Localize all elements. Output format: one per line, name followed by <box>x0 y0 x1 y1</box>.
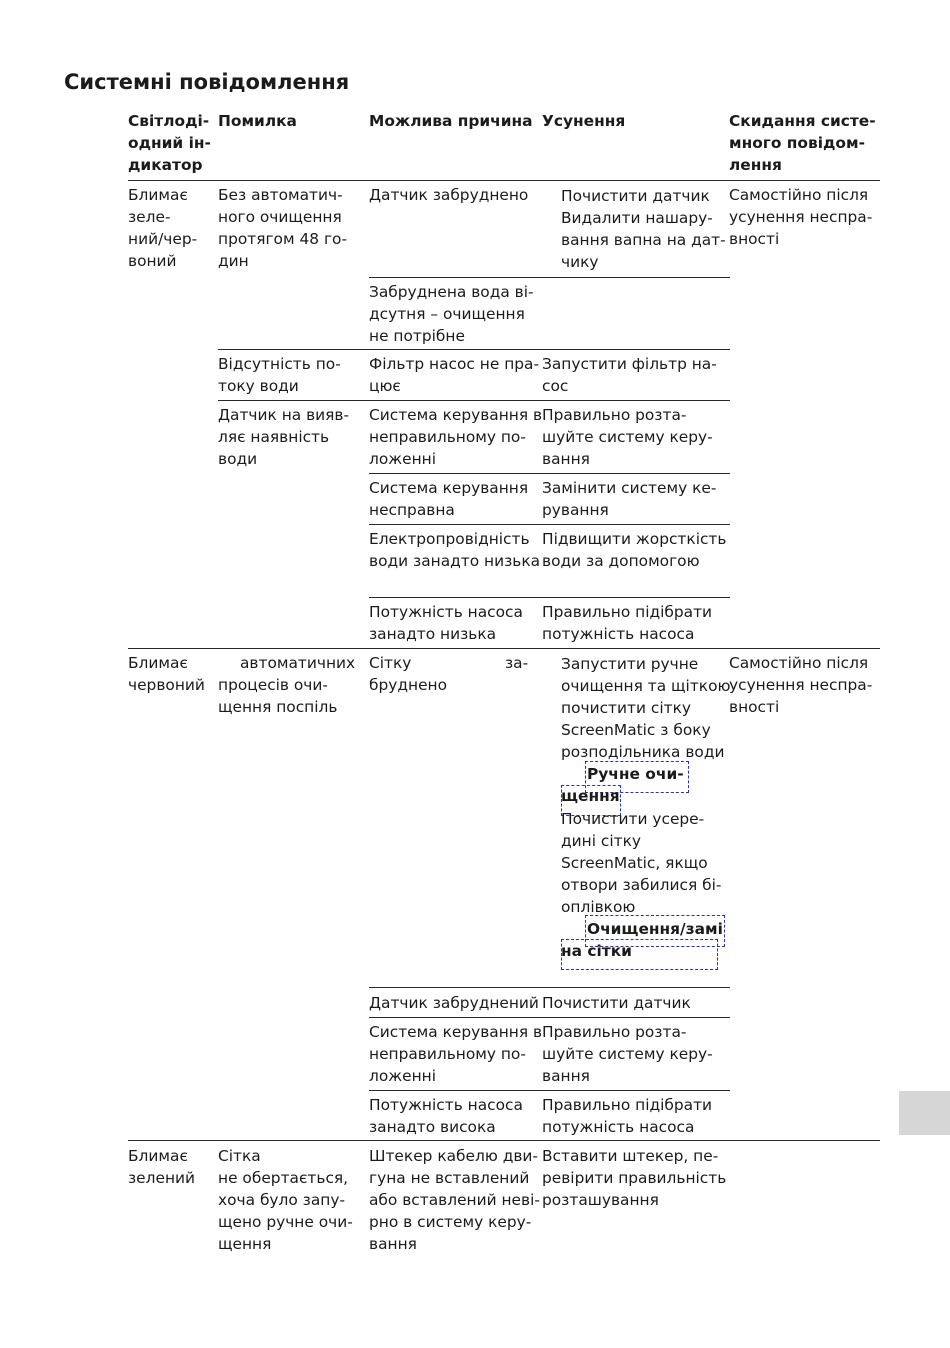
cause4a-word2: за- <box>505 654 529 672</box>
cause5-line3: або вставлений неві- <box>369 1191 540 1209</box>
row2-error-line1: автоматичних <box>240 654 356 672</box>
header-error: Помилка <box>218 112 297 130</box>
row3-indicator-line2: зелений <box>128 1169 196 1187</box>
error1-line4: дин <box>218 252 249 270</box>
row1-reset-line3: вності <box>729 230 780 248</box>
cause4c-line2: неправильному по- <box>369 1045 526 1063</box>
row3-error-line4: щено ручне очи- <box>218 1213 353 1231</box>
fix4b-line1: Почистити датчик <box>542 994 691 1012</box>
error3-line2: ляє наявність <box>218 428 330 446</box>
fix4d-line2: потужність насоса <box>542 1118 695 1136</box>
cause4a-line2: бруднено <box>369 676 448 694</box>
divider <box>218 400 730 401</box>
cause3b-line2: несправна <box>369 501 455 519</box>
row3-indicator-line1: Блимає <box>128 1147 188 1165</box>
fix1a-line3: вання вапна на дат- <box>561 231 726 249</box>
fix3a-line3: вання <box>542 450 590 468</box>
error3-line1: Датчик на вияв- <box>218 406 350 424</box>
fix1a-line1: Почистити датчик <box>561 187 710 205</box>
fix4c-line2: шуйте систему керу- <box>542 1045 713 1063</box>
fix4a-line4: ScreenMatic з боку <box>561 721 711 739</box>
fix2-line1: Запустити фільтр на- <box>542 355 717 373</box>
cause5-line4: рно в систему керу- <box>369 1213 532 1231</box>
reference-manual-cleaning-line2[interactable]: щення <box>561 787 620 805</box>
row1-indicator-line4: воний <box>128 252 177 270</box>
fix4a2-line5: оплівкою <box>561 898 636 916</box>
cause5-line5: вання <box>369 1235 417 1253</box>
fix4a-line5: розподільника води <box>561 743 725 761</box>
fix4a-line2: очищення та щіткою <box>561 677 731 695</box>
fix4a-line3: почистити сітку <box>561 699 691 717</box>
fix5-line2: ревірити правильність <box>542 1169 727 1187</box>
fix3a-line2: шуйте систему керу- <box>542 428 713 446</box>
row1-reset-line1: Самостійно після <box>729 186 869 204</box>
fix3c-line1: Підвищити жорсткість <box>542 530 727 548</box>
divider <box>369 1090 730 1091</box>
cause1b-line3: не потрібне <box>369 327 465 345</box>
row3-error-line5: щення <box>218 1235 272 1253</box>
cause1a-line1: Датчик забруднено <box>369 186 529 204</box>
cause2-line2: цює <box>369 377 401 395</box>
fix4a-line1: Запустити ручне <box>561 655 699 673</box>
cause3a-line3: ложенні <box>369 450 436 468</box>
fix1a-line2: Видалити нашару- <box>561 209 713 227</box>
cause4a-word1: Сітку <box>369 654 412 672</box>
row2-reset-line3: вності <box>729 698 780 716</box>
row-divider <box>128 648 880 649</box>
fix1a-line4: чику <box>561 253 599 271</box>
page-title: Системні повідомлення <box>64 70 350 94</box>
row2-error-line3: щення поспіль <box>218 698 338 716</box>
cause2-line1: Фільтр насос не пра- <box>369 355 540 373</box>
cause4b-line1: Датчик забруднений <box>369 994 539 1012</box>
error1-line3: протягом 48 го- <box>218 230 348 248</box>
header-reset-line2: много повідом- <box>729 134 865 152</box>
fix3d-line1: Правильно підібрати <box>542 603 713 621</box>
chapter-tab-marker <box>899 1091 950 1135</box>
row3-error-line2: не обертається, <box>218 1169 349 1187</box>
cause4c-line1: Система керування в <box>369 1023 543 1041</box>
header-reset-line3: лення <box>729 156 782 174</box>
cause5-line1: Штекер кабелю дви- <box>369 1147 538 1165</box>
cause3c-line2: води занадто низька <box>369 552 541 570</box>
cause3c-line1: Електропровідність <box>369 530 530 548</box>
fix4c-line3: вання <box>542 1067 590 1085</box>
header-fix: Усунення <box>542 112 626 130</box>
header-reset-line1: Скидання систе- <box>729 112 876 130</box>
error1-line1: Без автоматич- <box>218 186 343 204</box>
reference-screen-cleaning-line1[interactable]: Очищення/замі <box>587 920 723 938</box>
fix4a2-line4: отвори забилися бі- <box>561 876 722 894</box>
fix4a2-line1: Почистити усере- <box>561 810 705 828</box>
row-divider <box>128 1140 880 1141</box>
row2-indicator-line2: червоний <box>128 676 205 694</box>
row1-indicator-line1: Блимає <box>128 186 188 204</box>
row3-error-line1: Сітка <box>218 1147 261 1165</box>
fix2-line2: сос <box>542 377 569 395</box>
cause4c-line3: ложенні <box>369 1067 436 1085</box>
fix4d-line1: Правильно підібрати <box>542 1096 713 1114</box>
header-indicator-line2: одний ін- <box>128 134 211 152</box>
row2-indicator-line1: Блимає <box>128 654 188 672</box>
row1-reset-line2: усунення неспра- <box>729 208 873 226</box>
divider <box>369 597 730 598</box>
error3-line3: води <box>218 450 258 468</box>
cause1b-line1: Забруднена вода ві- <box>369 283 534 301</box>
cause3b-line1: Система керування <box>369 479 529 497</box>
row3-error-line3: хоча було запу- <box>218 1191 346 1209</box>
cause4d-line2: занадто висока <box>369 1118 496 1136</box>
row1-indicator-line2: зеле- <box>128 208 171 226</box>
fix3b-line1: Замінити систему ке- <box>542 479 717 497</box>
error1-line2: ного очищення <box>218 208 342 226</box>
fix3b-line2: рування <box>542 501 609 519</box>
divider <box>218 349 730 350</box>
divider <box>369 524 730 525</box>
fix4c-line1: Правильно розта- <box>542 1023 687 1041</box>
error2-line1: Відсутність по- <box>218 355 341 373</box>
fix4a2-line3: ScreenMatic, якщо <box>561 854 708 872</box>
header-divider <box>128 180 880 181</box>
divider <box>369 987 730 988</box>
error2-line2: току води <box>218 377 299 395</box>
cause3d-line1: Потужність насоса <box>369 603 523 621</box>
divider <box>369 1017 730 1018</box>
fix3d-line2: потужність насоса <box>542 625 695 643</box>
cause3a-line1: Система керування в <box>369 406 543 424</box>
row2-reset-line1: Самостійно після <box>729 654 869 672</box>
reference-manual-cleaning-line1[interactable]: Ручне очи- <box>587 765 684 783</box>
row2-reset-line2: усунення неспра- <box>729 676 873 694</box>
divider <box>369 277 730 278</box>
cause5-line2: гуна не вставлений <box>369 1169 530 1187</box>
fix4a2-line2: дині сітку <box>561 832 641 850</box>
fix3a-line1: Правильно розта- <box>542 406 687 424</box>
fix5-line3: розташування <box>542 1191 659 1209</box>
row1-indicator-line3: ний/чер- <box>128 230 198 248</box>
header-indicator-line3: дикатор <box>128 156 203 174</box>
header-cause: Можлива причина <box>369 112 533 130</box>
row2-error-line2: процесів очи- <box>218 676 328 694</box>
cause4d-line1: Потужність насоса <box>369 1096 523 1114</box>
cause3a-line2: неправильному по- <box>369 428 526 446</box>
fix5-line1: Вставити штекер, пе- <box>542 1147 719 1165</box>
cause1b-line2: дсутня – очищення <box>369 305 525 323</box>
divider <box>369 473 730 474</box>
cause3d-line2: занадто низька <box>369 625 497 643</box>
header-indicator-line1: Світлоді- <box>128 112 210 130</box>
fix3c-line2: води за допомогою <box>542 552 700 570</box>
reference-screen-cleaning-line2[interactable]: на сітки <box>561 942 632 960</box>
